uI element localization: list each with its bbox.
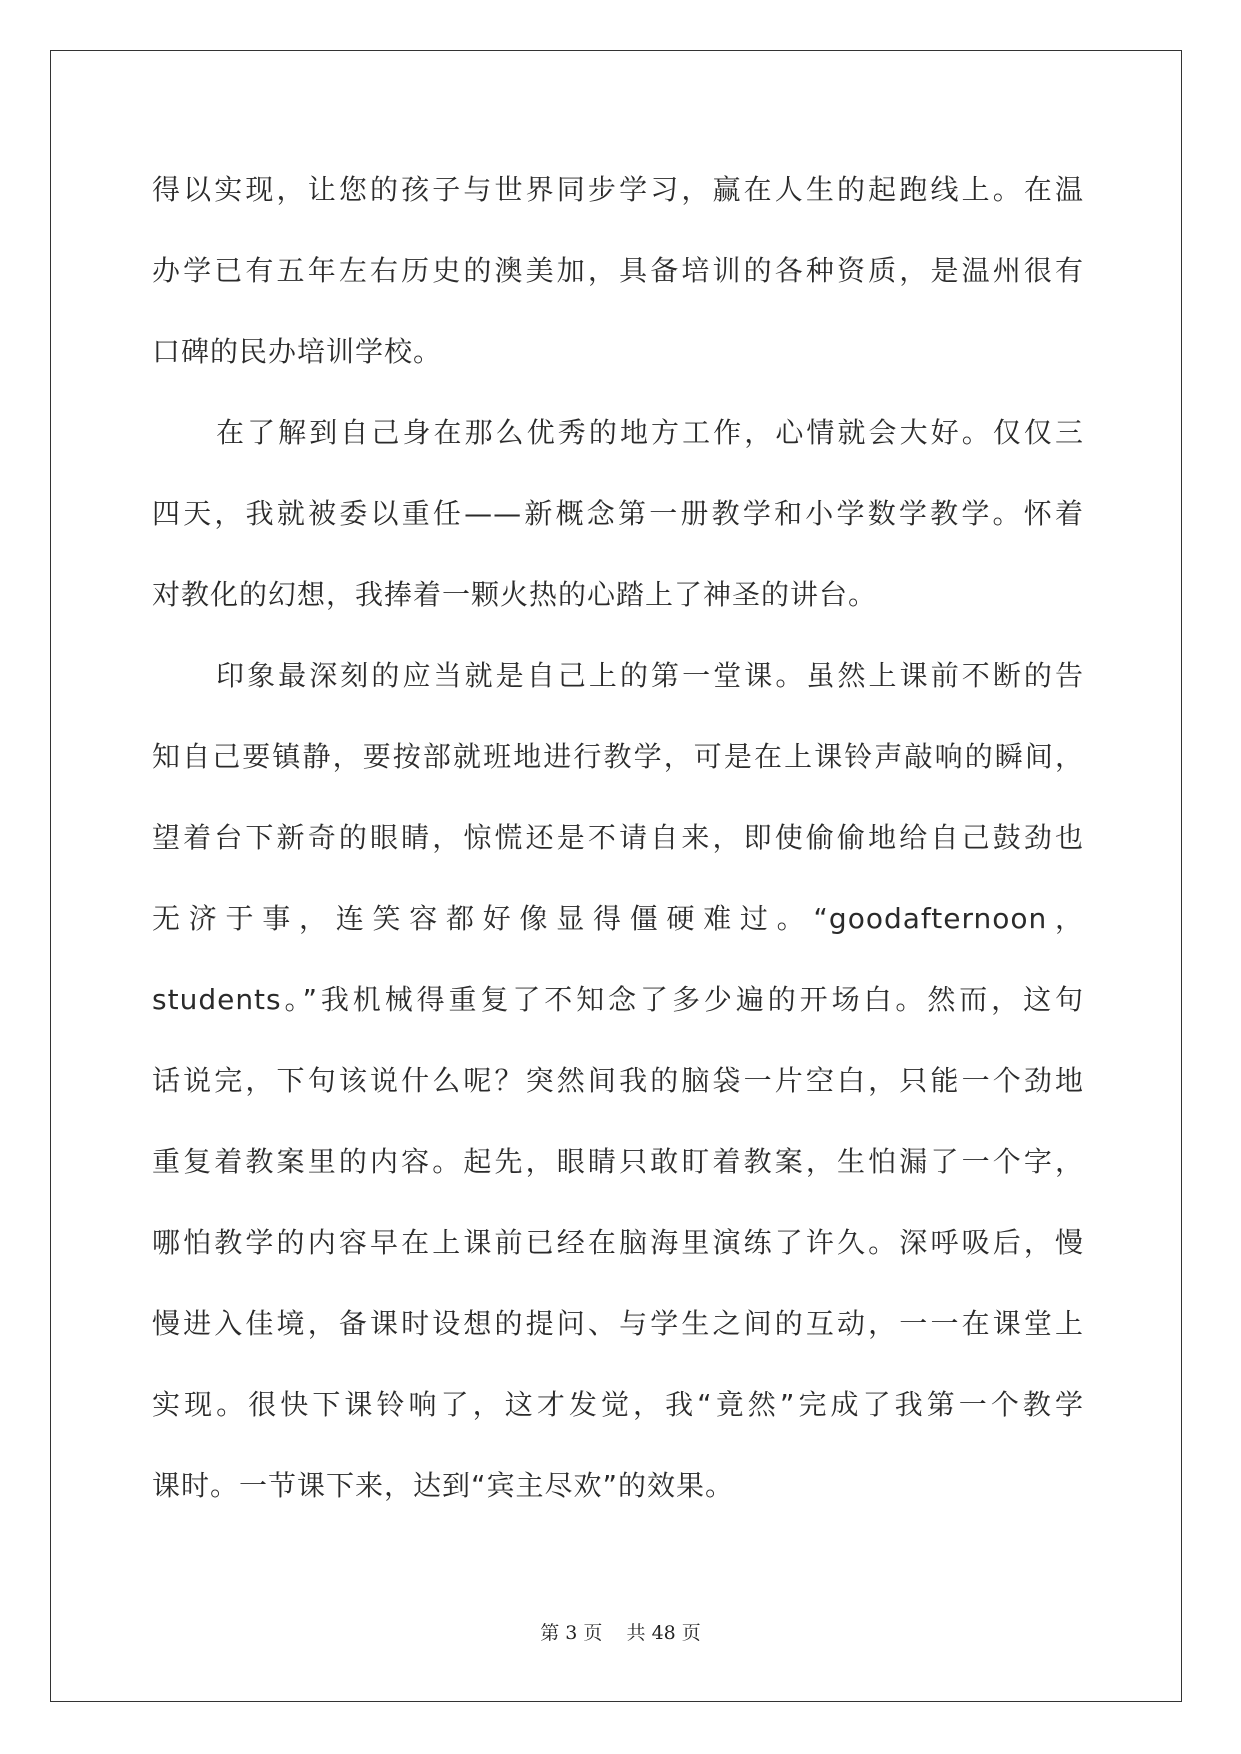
text-line: 慢进入佳境，备课时设想的提问、与学生之间的互动，一一在课堂上 bbox=[152, 1307, 1084, 1340]
paragraph bbox=[152, 646, 1084, 1537]
text-line: 四天，我就被委以重任——新概念第一册教学和小学数学教学。怀着 bbox=[152, 497, 1084, 530]
text-line: 哪怕教学的内容早在上课前已经在脑海里演练了许久。深呼吸后，慢 bbox=[152, 1226, 1084, 1259]
text-line: 得以实现，让您的孩子与世界同步学习，赢在人生的起跑线上。在温 bbox=[152, 173, 1084, 206]
text-line: students。”我机械得重复了不知念了多少遍的开场白。然而，这句 bbox=[152, 983, 1084, 1016]
text-line: 办学已有五年左右历史的澳美加，具备培训的各种资质，是温州很有 bbox=[152, 254, 1084, 287]
text-line: 知自己要镇静，要按部就班地进行教学，可是在上课铃声敲响的瞬间， bbox=[152, 740, 1084, 773]
text-line: 望着台下新奇的眼睛，惊慌还是不请自来，即使偷偷地给自己鼓劲也 bbox=[152, 821, 1084, 854]
page-total: 共 48 页 bbox=[626, 1622, 701, 1644]
text-line: 对教化的幻想，我捧着一颗火热的心踏上了神圣的讲台。 bbox=[152, 578, 878, 611]
document-body bbox=[152, 160, 1084, 1537]
page-number: 第 3 页 bbox=[540, 1622, 603, 1644]
text-line: 实现。很快下课铃响了，这才发觉，我“竟然”完成了我第一个教学 bbox=[152, 1388, 1084, 1421]
text-line: 话说完，下句该说什么呢？突然间我的脑袋一片空白，只能一个劲地 bbox=[152, 1064, 1084, 1097]
page-footer bbox=[0, 1618, 1241, 1645]
text-line: 印象最深刻的应当就是自己上的第一堂课。虽然上课前不断的告 bbox=[216, 659, 1084, 692]
text-line: 重复着教案里的内容。起先，眼睛只敢盯着教案，生怕漏了一个字， bbox=[152, 1145, 1084, 1178]
paragraph bbox=[152, 160, 1084, 403]
text-line: 课时。一节课下来，达到“宾主尽欢”的效果。 bbox=[152, 1469, 735, 1502]
paragraph bbox=[152, 403, 1084, 646]
text-line: 在了解到自己身在那么优秀的地方工作，心情就会大好。仅仅三 bbox=[216, 416, 1084, 449]
text-line: 无济于事，连笑容都好像显得僵硬难过。“goodafternoon， bbox=[152, 902, 1084, 935]
text-line: 口碑的民办培训学校。 bbox=[152, 335, 443, 368]
